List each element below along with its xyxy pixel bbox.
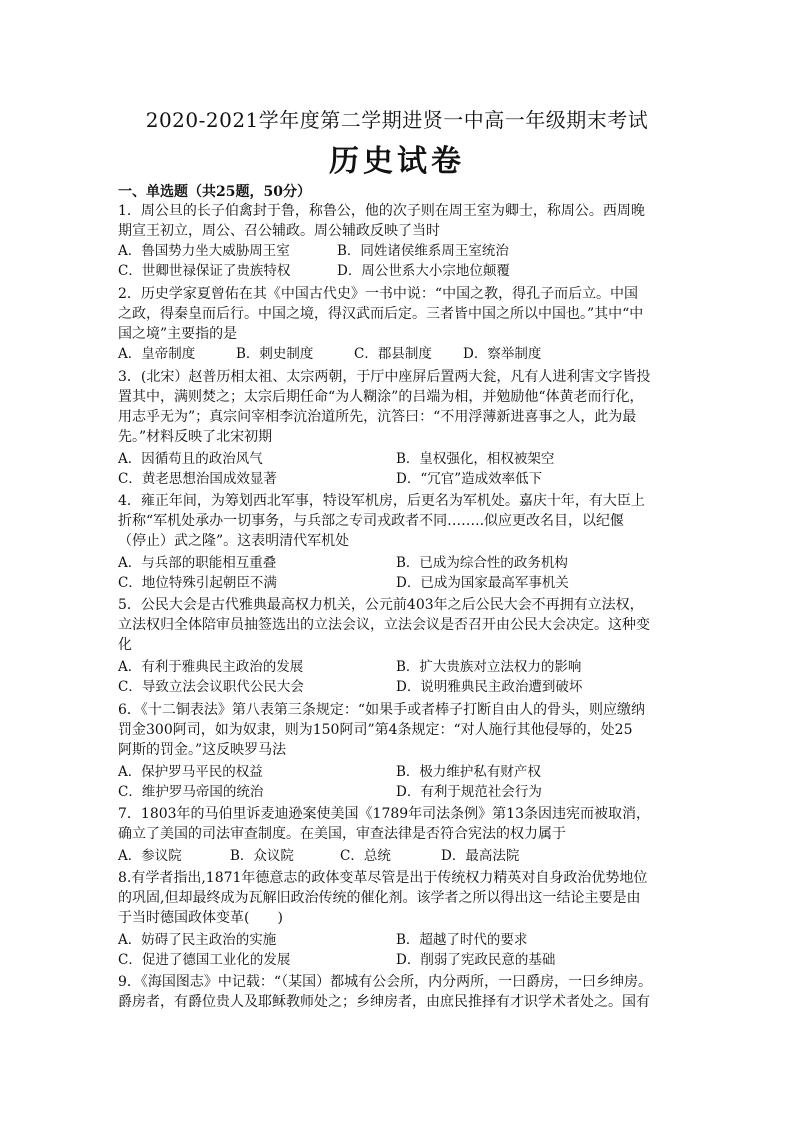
q5-option-d: D．说明雅典民主政治遭到破坏 bbox=[396, 679, 583, 695]
q1-option-b: B．同姓诸侯维系周王室统治 bbox=[337, 243, 509, 259]
q2-stem-line: 国之境”主要指的是 bbox=[118, 326, 238, 342]
q1-option-a: A．鲁国势力坐大威胁周王室 bbox=[118, 243, 290, 259]
q1-stem-line: 期宣王初立，周公、召公辅政。周公辅政反映了当时 bbox=[118, 223, 440, 239]
q3-stem-line: 3．(北宋）赵普历相太祖、太宗两朝，于厅中座屏后置两大瓮，凡有人进利害文字皆投 bbox=[118, 369, 651, 385]
q8-option-b: B．超越了时代的要求 bbox=[396, 932, 528, 948]
subject-title: 历史试卷 bbox=[329, 144, 465, 179]
q6-option-c: C．维护罗马帝国的统治 bbox=[118, 784, 264, 800]
q3-option-a: A．因循苟且的政治风气 bbox=[118, 451, 263, 467]
q4-option-b: B．已成为综合性的政务机构 bbox=[396, 555, 568, 571]
q8-option-c: C．促进了德国工业化的发展 bbox=[118, 952, 291, 968]
q8-option-d: D．削弱了宪政民意的基础 bbox=[396, 952, 556, 968]
q3-stem-line: 置其中，满则焚之；太宗后期任命“为人糊涂”的吕端为相，并勉励他“体黄老而行化， bbox=[118, 389, 644, 405]
q4-stem-line: 4．雍正年间，为筹划西北军事，特设军机房，后更名为军机处。嘉庆十年，有大臣上 bbox=[118, 493, 645, 509]
q7-option-a: A．参议院 bbox=[118, 848, 182, 864]
q5-option-c: C．导致立法会议职代公民大会 bbox=[118, 679, 304, 695]
q7-stem-line: 确立了美国的司法审查制度。在美国，审查法律是否符合宪法的权力属于 bbox=[118, 826, 566, 842]
q1-option-d: D．周公世系大小宗地位颠覆 bbox=[337, 263, 510, 279]
q7-stem-line: 7．1803年的马伯里诉麦迪逊案使美国《1789年司法条例》第13条因违宪而被取消， bbox=[118, 806, 650, 822]
q8-stem-line: 的巩固,但却最终成为瓦解旧政治传统的催化剂。该学者之所以得出这一结论主要是由 bbox=[118, 890, 641, 906]
q1-stem-line: 1．周公旦的长子伯禽封于鲁，称鲁公，他的次子则在周王室为卿士，称周公。西周晚 bbox=[118, 203, 645, 219]
q7-option-c: C．总统 bbox=[340, 848, 391, 864]
q4-option-d: D．已成为国家最高军事机关 bbox=[396, 575, 569, 591]
q3-option-b: B．皇权强化，相权被架空 bbox=[396, 451, 555, 467]
q3-stem-line: 用志乎无为”；真宗问宰相李沆治道所先，沆答曰：“不用浮薄新进喜事之人，此为最 bbox=[118, 409, 637, 425]
q3-option-c: C．黄老思想治国成效显著 bbox=[118, 471, 277, 487]
q4-stem-line: （停止）武之隆”。这表明清代军机处 bbox=[118, 533, 350, 549]
q2-option-c: C．郡县制度 bbox=[354, 346, 432, 362]
q2-option-b: B．刺史制度 bbox=[236, 346, 314, 362]
q2-option-d: D．察举制度 bbox=[463, 346, 542, 362]
section-header: 一、单选题（共25题，50分） bbox=[118, 184, 311, 200]
q2-stem-line: 之政，得秦皇而后行。中国之境，得汉武而后定。三者皆中国之所以中国也。”其中“中 bbox=[118, 306, 644, 322]
q6-stem-line: 6．《十二铜表法》第八表第三条规定：“如果手或者棒子打断自由人的骨头，则应缴纳 bbox=[118, 702, 646, 718]
q2-option-a: A．皇帝制度 bbox=[118, 346, 196, 362]
q1-option-c: C．世卿世禄保证了贵族特权 bbox=[118, 263, 291, 279]
q7-option-b: B．众议院 bbox=[230, 848, 294, 864]
q9-stem-line: 9．《海国图志》中记载：“（某国）都城有公会所，内分两所，一曰爵房，一曰乡绅房。 bbox=[118, 974, 653, 990]
exam-title: 2020-2021学年度第二学期进贤一中高一年级期末考试 bbox=[145, 108, 649, 132]
q4-option-c: C．地位特殊引起朝臣不满 bbox=[118, 575, 277, 591]
q9-stem-line: 爵房者，有爵位贵人及耶稣教师处之；乡绅房者，由庶民推择有才识学术者处之。国有 bbox=[118, 994, 650, 1010]
q5-option-b: B．扩大贵族对立法权力的影响 bbox=[396, 659, 582, 675]
q6-option-d: D．有利于规范社会行为 bbox=[396, 784, 542, 800]
q4-stem-line: 折称“军机处承办一切事务，与兵部之专司戎政者不同……..似应更改名目，以纪偃 bbox=[118, 513, 625, 529]
q8-option-a: A．妨碍了民主政治的实施 bbox=[118, 932, 277, 948]
q4-option-a: A．与兵部的职能相互重叠 bbox=[118, 555, 277, 571]
q6-option-b: B．极力维护私有财产权 bbox=[396, 764, 541, 780]
q5-stem-line: 立法权归全体陪审员抽签选出的立法会议，立法会议是否召开由公民大会决定。这种变 bbox=[118, 617, 650, 633]
q3-stem-line: 先。”材料反映了北宋初期 bbox=[118, 429, 273, 445]
q3-option-d: D．“冗官”造成效率低下 bbox=[396, 471, 543, 487]
q6-stem-line: 阿斯的罚金。”这反映罗马法 bbox=[118, 742, 287, 758]
q6-option-a: A．保护罗马平民的权益 bbox=[118, 764, 263, 780]
q8-stem-line: 8.有学者指出,1871年德意志的政体变革尽管是出于传统权力精英对自身政治优势地位 bbox=[118, 870, 648, 886]
q5-stem-line: 化 bbox=[118, 637, 132, 653]
q6-stem-line: 罚金300阿司，如为奴隶，则为150阿司”第4条规定：“对人施行其他侵辱的，处25 bbox=[118, 722, 633, 738]
q7-option-d: D．最高法院 bbox=[441, 848, 520, 864]
q8-stem-line: 于当时德国政体变革( ) bbox=[118, 910, 283, 926]
q2-stem-line: 2．历史学家夏曾佑在其《中国古代史》一书中说：“中国之教，得孔子而后立。中国 bbox=[118, 286, 639, 302]
q5-option-a: A．有利于雅典民主政治的发展 bbox=[118, 659, 304, 675]
q5-stem-line: 5．公民大会是古代雅典最高权力机关，公元前403年之后公民大会不再拥有立法权， bbox=[118, 597, 644, 613]
